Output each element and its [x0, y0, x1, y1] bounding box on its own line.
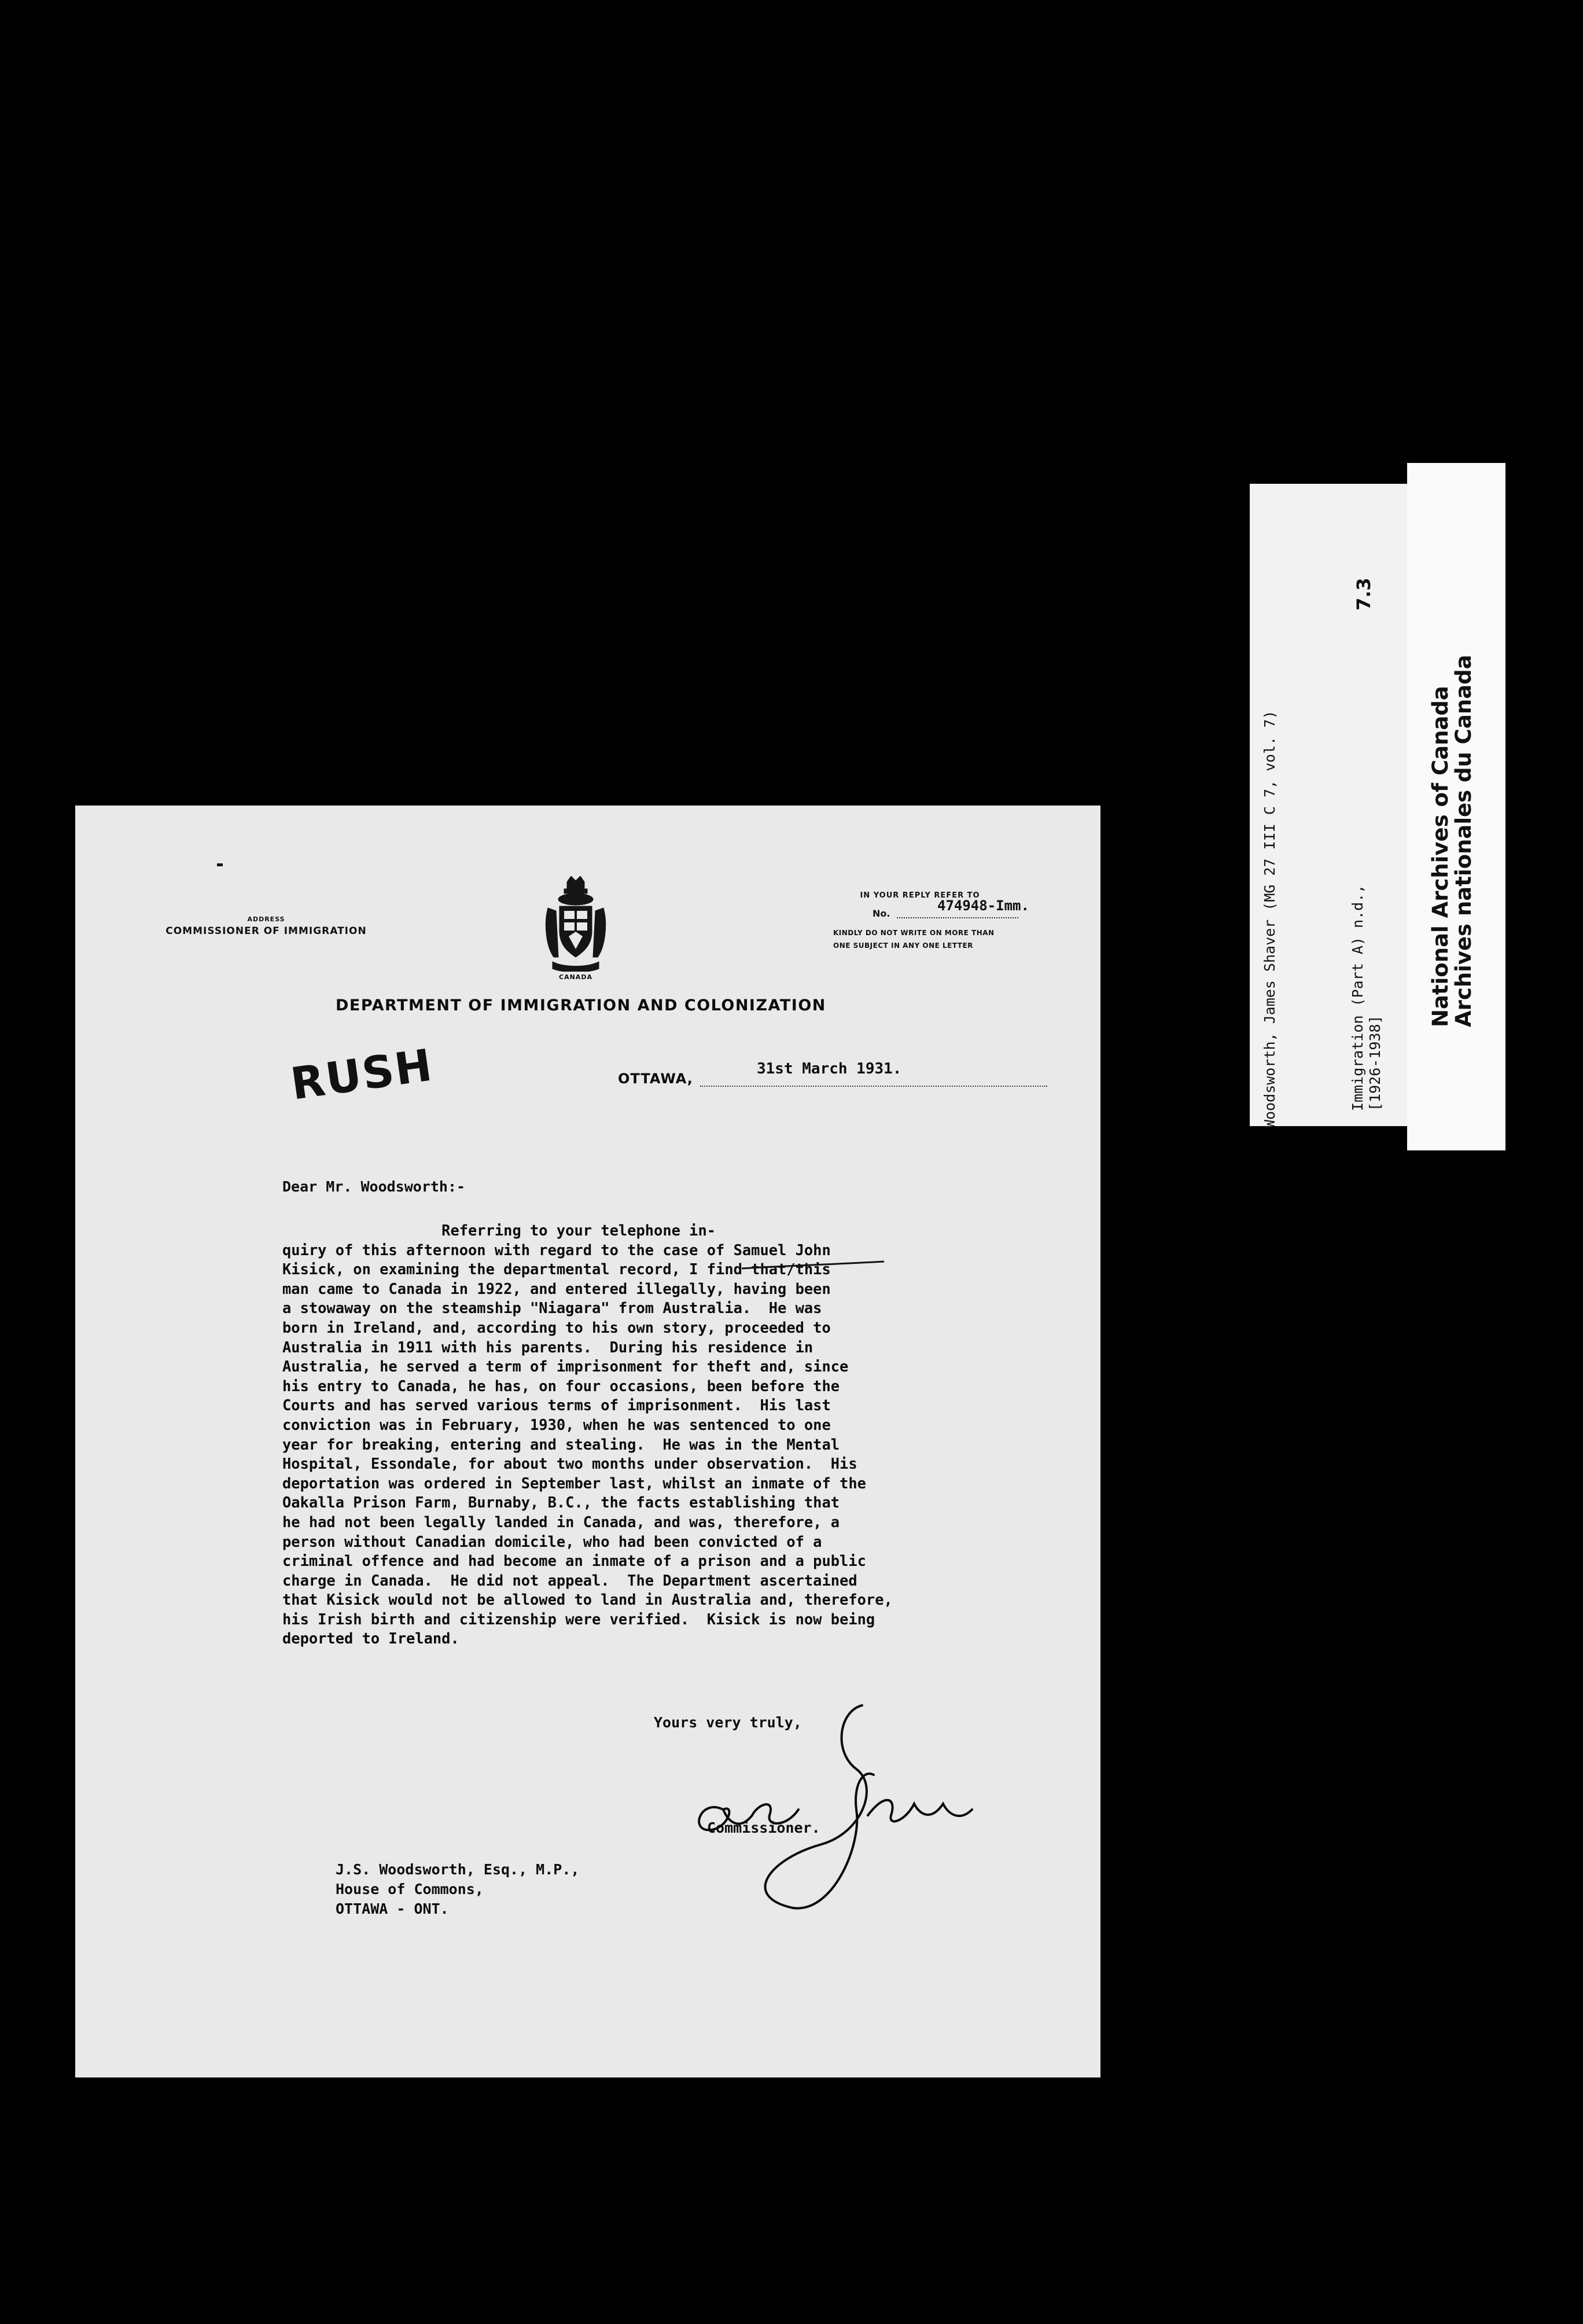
addressee-office: COMMISSIONER OF IMMIGRATION	[165, 925, 367, 937]
handwritten-signature	[689, 1700, 978, 1919]
coat-of-arms-icon	[541, 876, 610, 972]
handwritten-underline-mark	[741, 1251, 885, 1274]
addressee-block	[336, 1860, 579, 1919]
archive-institution	[1429, 654, 1475, 1027]
signatory-title: Commissioner.	[707, 1819, 820, 1836]
rush-stamp: RUSH	[288, 1039, 436, 1110]
letter-body: Referring to your telephone in- quiry of this afternoon with regard to the case of Samuel John Kisick, on examining the departmental record, I find that/this man came to Canada in 1922, and entered illegally, having been a stowaway on the steamship "Niagara" from Australia. He was born in Ireland, and, according to his own story, proceeded to Australia in 1911 with his parents. During his residence in Australia, he served a term of imprisonment for theft and, since his entry to Canada, he has, on four occasions, been before the Courts and has served various terms of imprisonment. His last conviction was in February, 1930, when he was sentenced to one year for breaking, entering and stealing. He was in the Mental Hospital, Essondale, for about two months under observation. His deportation was ordered in September last, whilst an inmate of the Oakalla Prison Farm, Burnaby, B.C., the facts establishing that he had not been legally landed in Canada, and was, therefore, a person without Canadian domicile, who had been convicted of a criminal offence and had become an inmate of a prison and a public charge in Canada. He did not appeal. The Department ascertained that Kisick would not be allowed to land in Australia and, therefore, his Irish birth and citizenship were verified. Kisick is now being deported to Ireland.	[282, 1222, 893, 1648]
archive-file-line: Immigration (Part A) n.d.,	[1349, 884, 1366, 1111]
file-number: 474948-Imm.	[937, 898, 1029, 914]
reply-reference-block	[833, 891, 1088, 952]
file-number-line	[833, 898, 1088, 920]
letterhead-address-block	[156, 915, 376, 937]
department-heading: DEPARTMENT OF IMMIGRATION AND COLONIZATION	[336, 996, 826, 1014]
addressee-line: OTTAWA - ONT.	[336, 1900, 449, 1917]
kindly-note-line1: KINDLY DO NOT WRITE ON MORE THAN	[833, 929, 995, 937]
kindly-note	[833, 926, 1088, 952]
institution-french: Archives nationales du Canada	[1451, 654, 1476, 1027]
reply-refer-label: IN YOUR REPLY REFER TO	[860, 891, 980, 900]
address-label: ADDRESS	[247, 915, 285, 923]
salutation: Dear Mr. Woodsworth:-	[282, 1178, 466, 1195]
archive-date-range: [1926-1938]	[1367, 1015, 1383, 1111]
ink-speck	[217, 863, 223, 866]
archive-fonds-line: Woodsworth, James Shaver (MG 27 III C 7, vol. 7)	[1261, 710, 1278, 1128]
place: OTTAWA,	[618, 1071, 693, 1087]
place-date-line	[618, 1060, 1052, 1089]
letter-page	[75, 806, 1100, 2077]
number-label: No.	[873, 908, 890, 919]
date-dotted-line	[700, 1086, 1047, 1087]
closing: Yours very truly,	[654, 1714, 802, 1731]
letter-date: 31st March 1931.	[757, 1060, 902, 1078]
institution-english: National Archives of Canada	[1428, 686, 1453, 1027]
crest-label: CANADA	[559, 973, 592, 981]
archive-item-number: 7.3	[1353, 578, 1375, 611]
kindly-note-line2: ONE SUBJECT IN ANY ONE LETTER	[833, 942, 973, 950]
addressee-line: House of Commons,	[336, 1881, 484, 1898]
addressee-line: J.S. Woodsworth, Esq., M.P.,	[336, 1861, 580, 1878]
